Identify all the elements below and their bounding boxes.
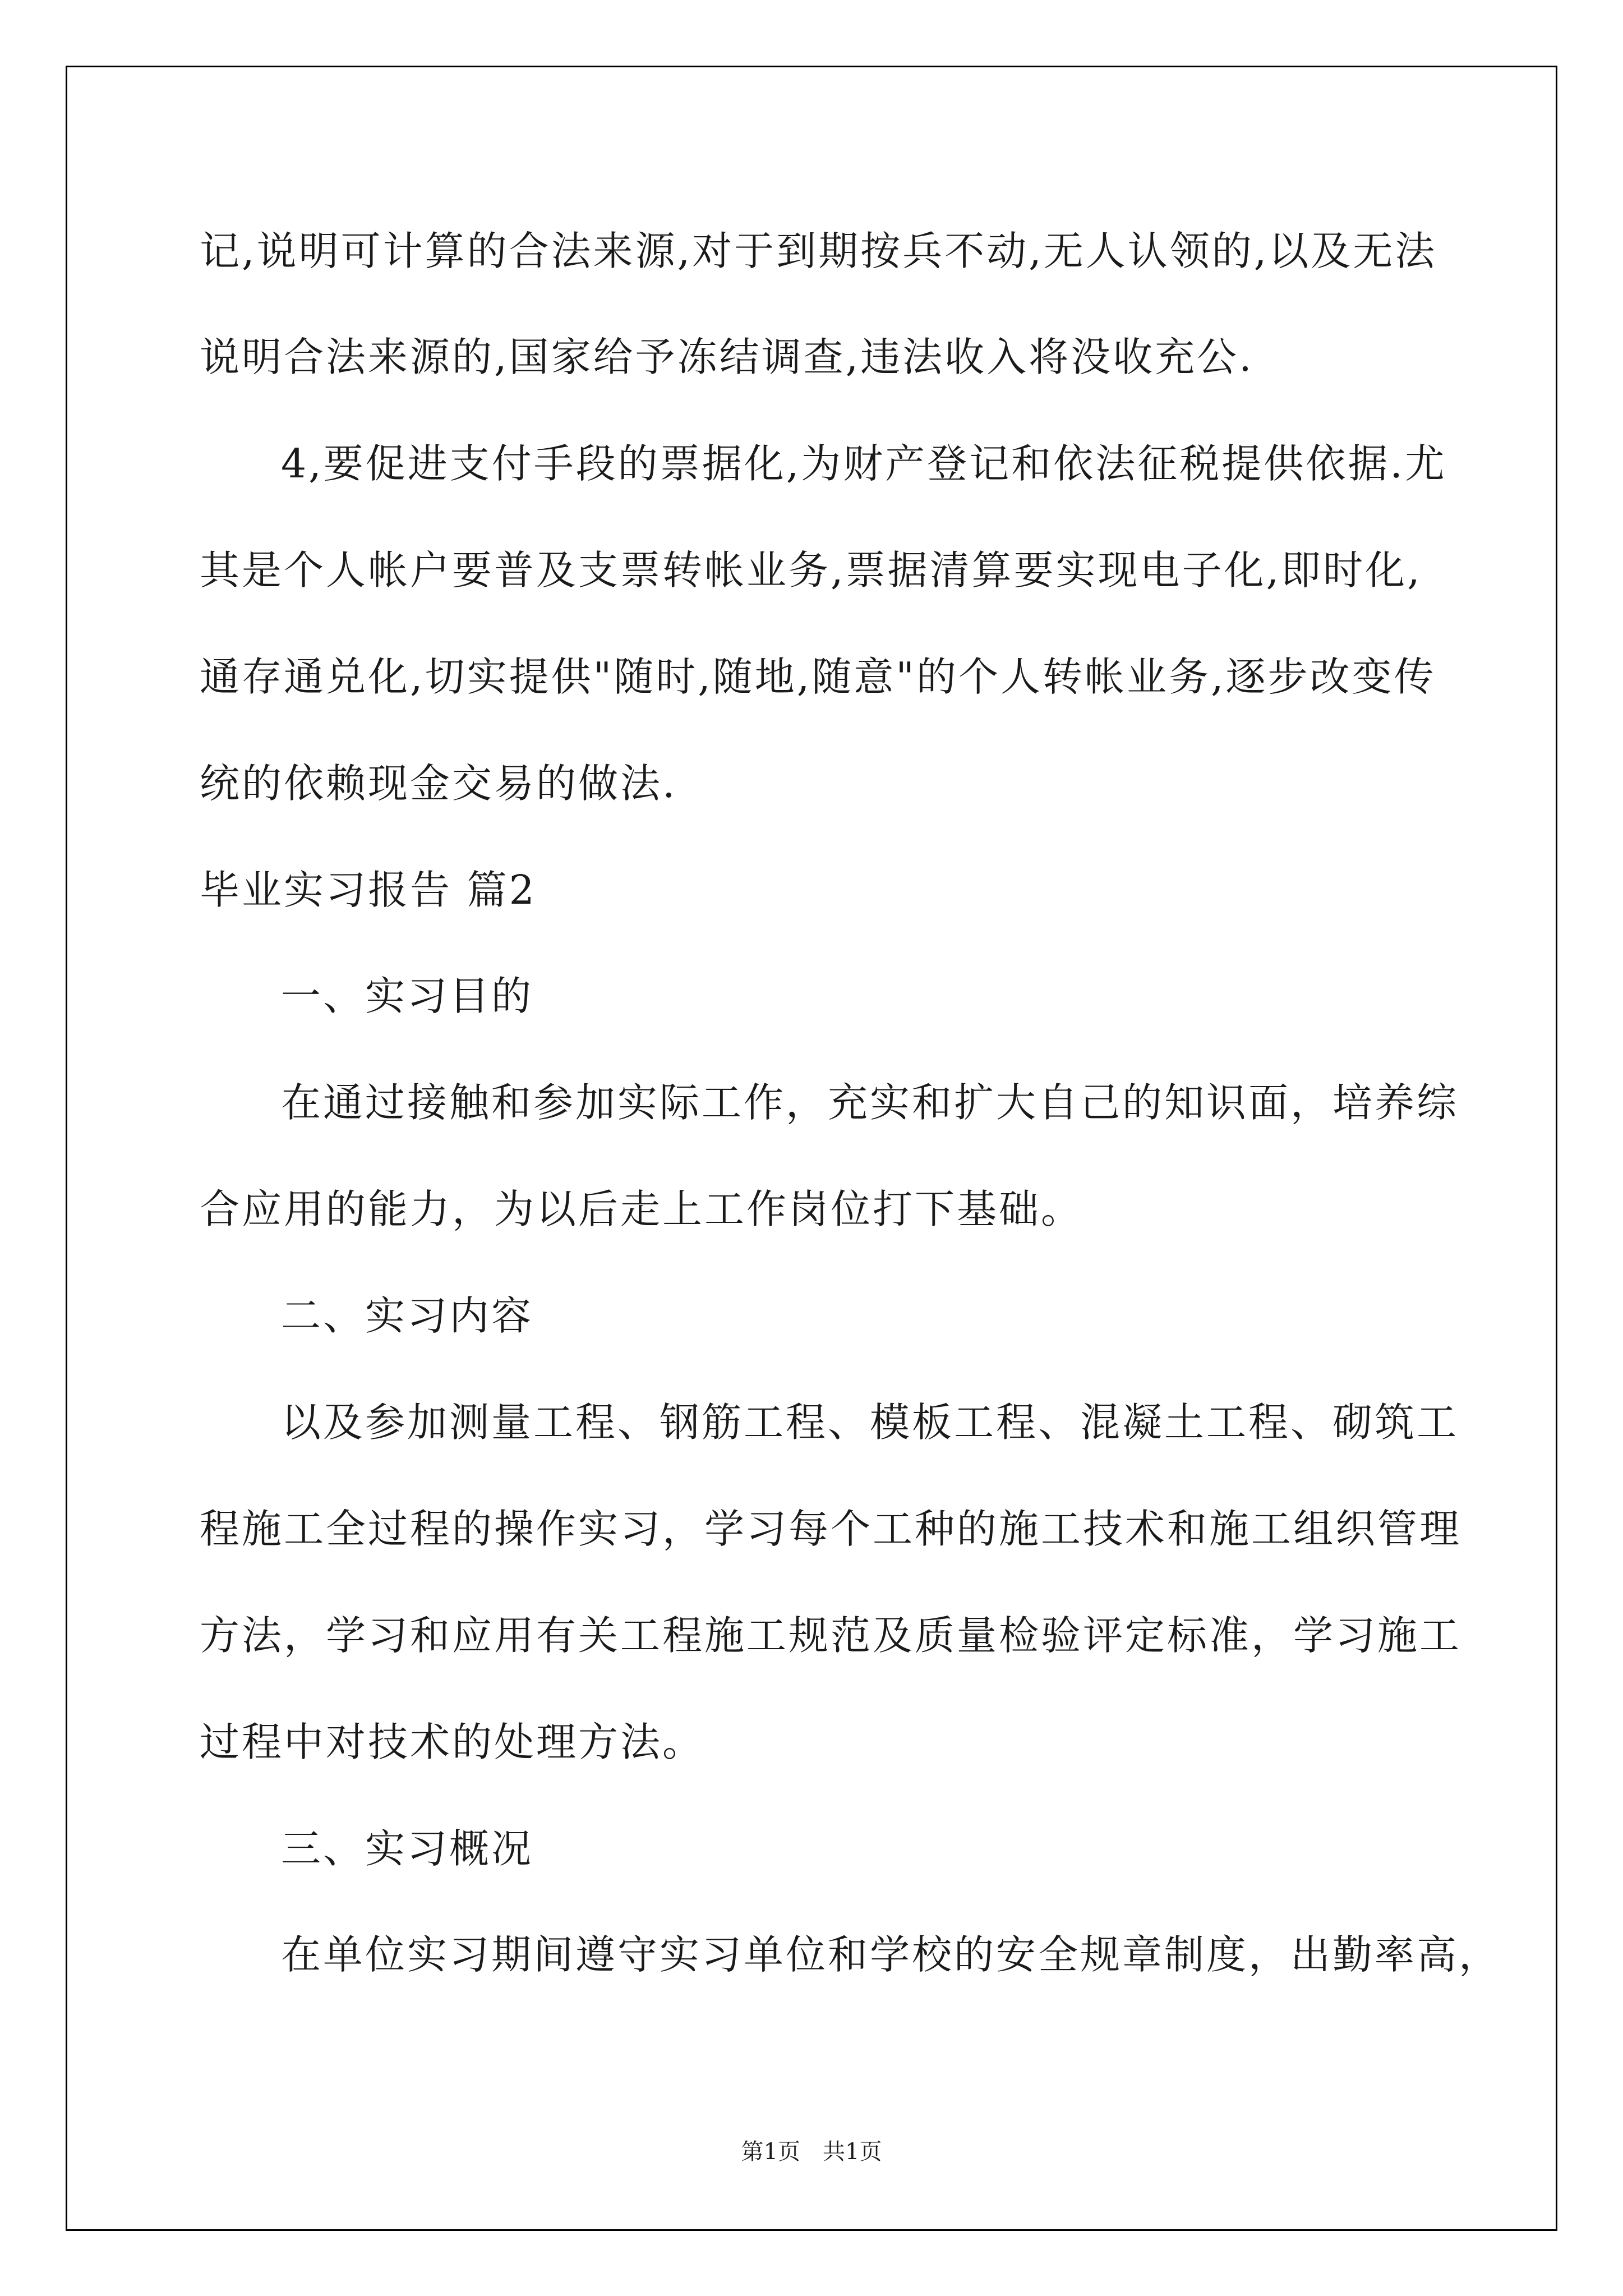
- paragraph-line: 说明合法来源的,国家给予冻结调查,违法收入将没收充公.: [200, 334, 1254, 380]
- section-heading: 三、实习概况: [281, 1825, 534, 1872]
- page-border: [66, 66, 1557, 2231]
- paragraph-line: 合应用的能力，为以后走上工作岗位打下基础。: [200, 1186, 1083, 1232]
- page-footer: 第1页 共1页: [741, 2139, 882, 2165]
- paragraph-line: 以及参加测量工程、钢筋工程、模板工程、混凝土工程、砌筑工: [281, 1399, 1459, 1446]
- paragraph-line: 在单位实习期间遵守实习单位和学校的安全规章制度，出勤率高，: [281, 1931, 1501, 1978]
- paragraph-line: 过程中对技术的处理方法。: [200, 1719, 705, 1765]
- paragraph-line: 记,说明可计算的合法来源,对于到期按兵不动,无人认领的,以及无法: [200, 228, 1437, 274]
- paragraph-line: 在通过接触和参加实际工作，充实和扩大自己的知识面，培养综: [281, 1079, 1459, 1126]
- paragraph-line: 程施工全过程的操作实习，学习每个工种的施工技术和施工组织管理: [200, 1506, 1462, 1552]
- paragraph-line: 其是个人帐户要普及支票转帐业务,票据清算要实现电子化,即时化,: [200, 547, 1422, 593]
- section-heading: 一、实习目的: [281, 973, 534, 1019]
- paragraph-line: 统的依赖现金交易的做法.: [200, 760, 677, 807]
- paragraph-line: 通存通兑化,切实提供"随时,随地,随意"的个人转帐业务,逐步改变传: [200, 654, 1436, 700]
- section-title: 毕业实习报告 篇2: [200, 867, 537, 913]
- paragraph-line: 4,要促进支付手段的票据化,为财产登记和依法征税提供依据.尤: [281, 440, 1447, 487]
- paragraph-line: 方法，学习和应用有关工程施工规范及质量检验评定标准，学习施工: [200, 1612, 1462, 1659]
- section-heading: 二、实习内容: [281, 1292, 534, 1339]
